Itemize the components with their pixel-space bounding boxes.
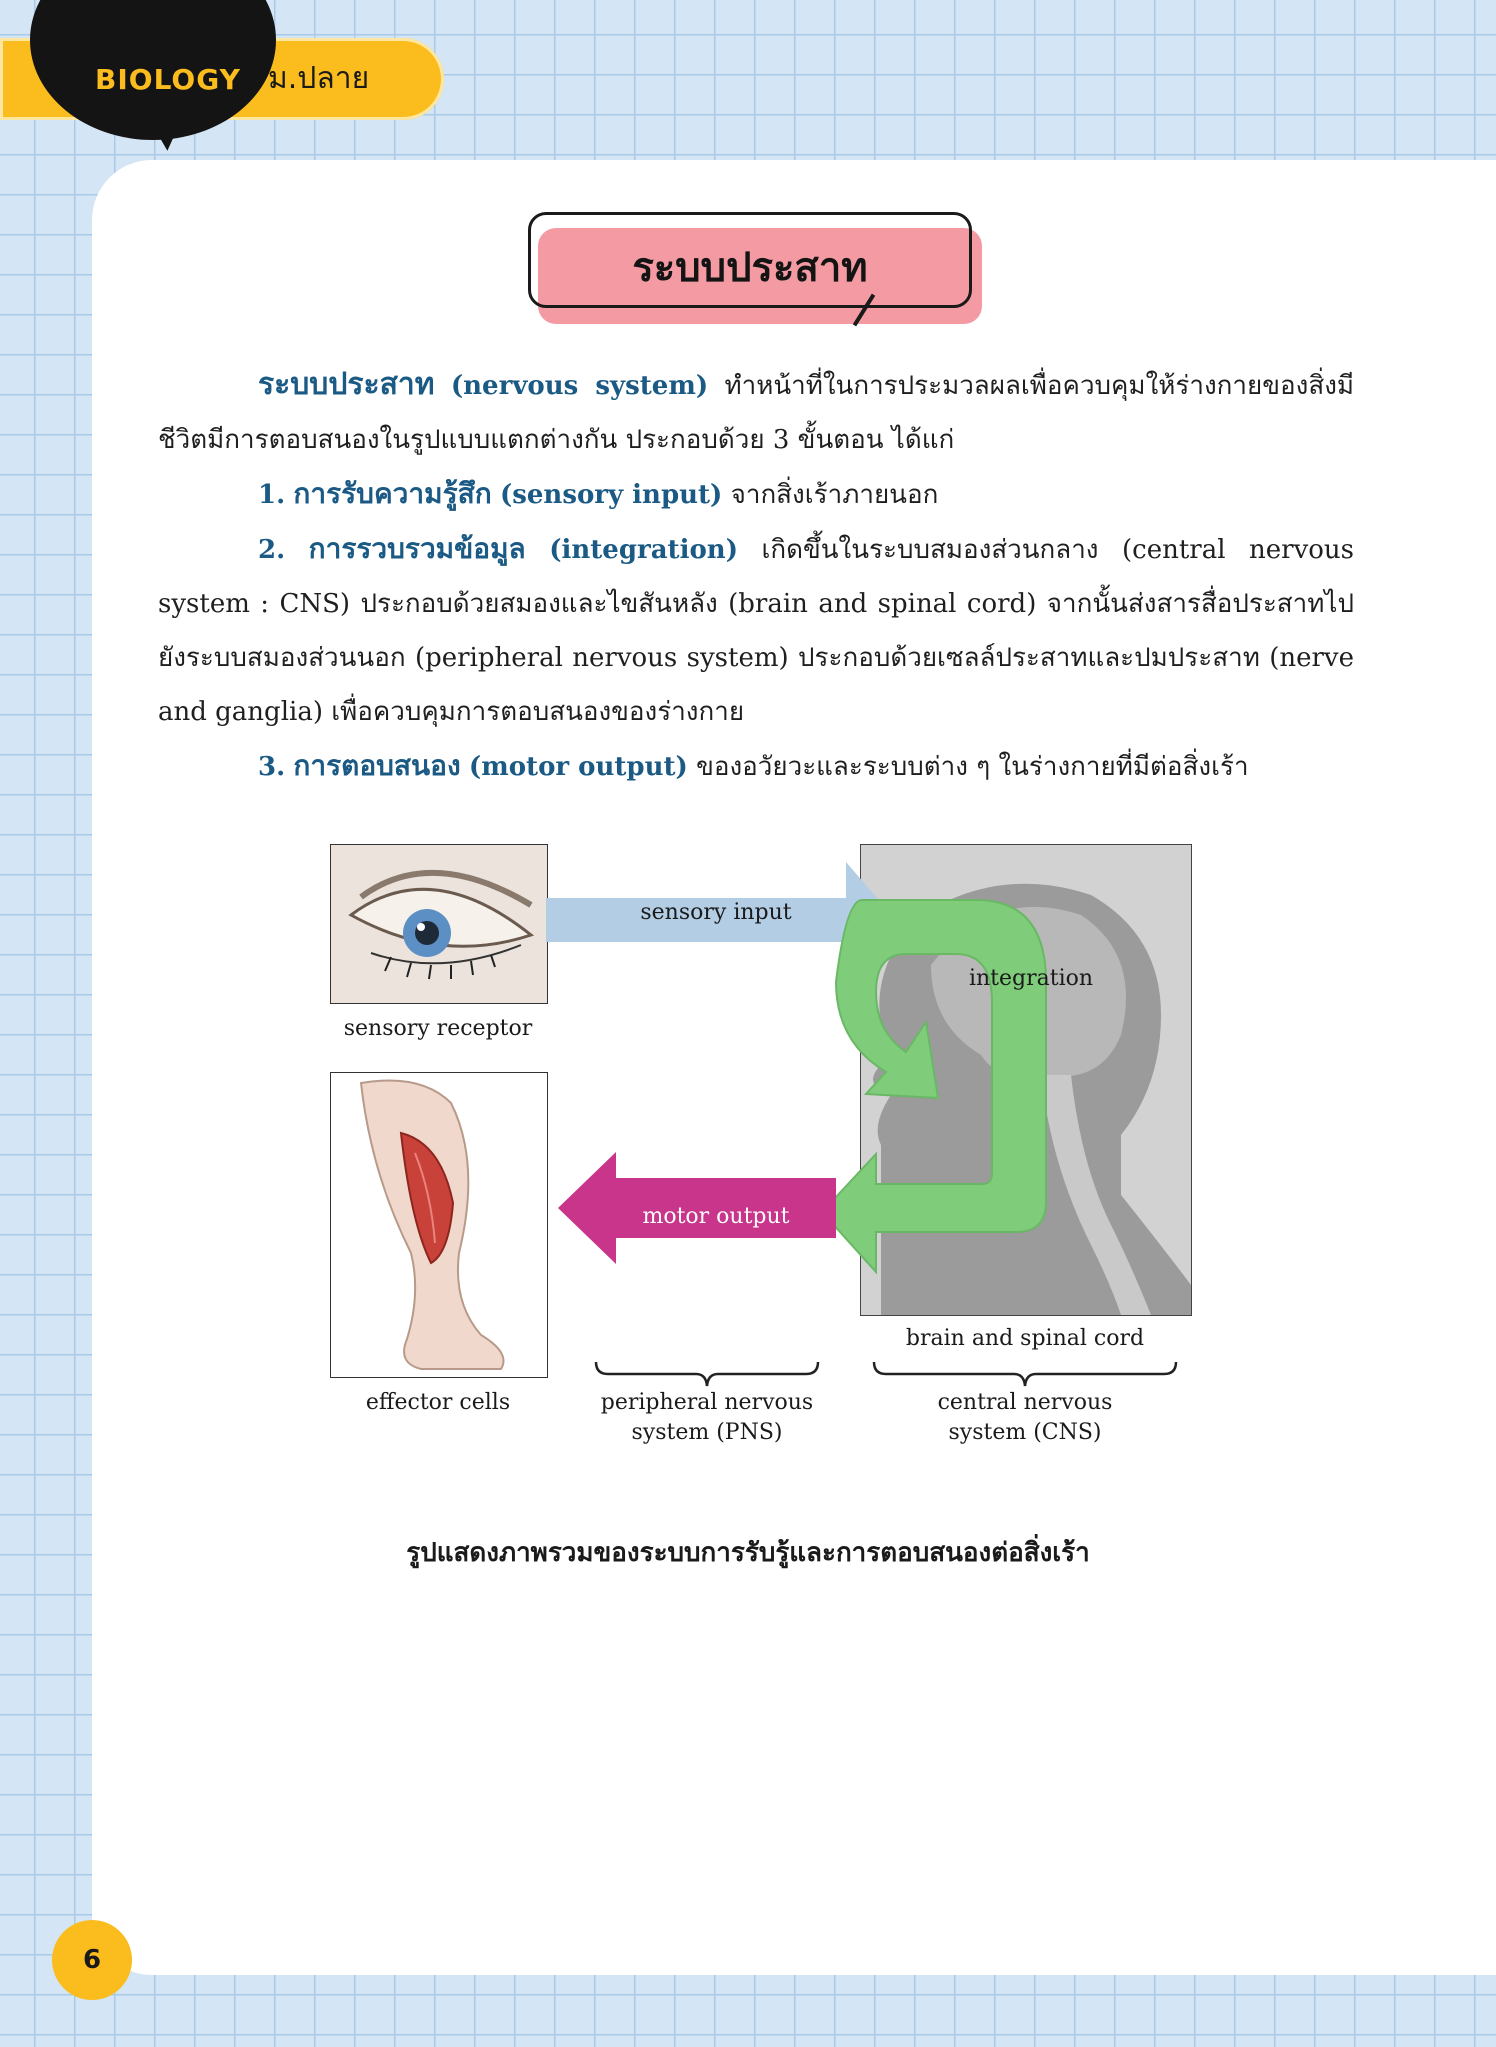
diagram-arrows (546, 862, 1206, 1312)
intro-term-en: (nervous system) (450, 371, 709, 401)
label-pns (576, 1388, 838, 1448)
label-integration: integration (968, 966, 1094, 991)
page-number: 6 (52, 1920, 132, 2000)
step-3-term: การตอบสนอง (293, 749, 461, 782)
step-1-term: การรับความรู้สึก (293, 477, 492, 510)
label-sensory-receptor: sensory receptor (343, 1016, 533, 1041)
leg-muscle-icon (331, 1073, 547, 1377)
label-sensory-input: sensory input (640, 900, 792, 925)
step-2-term: การรวบรวมข้อมูล (308, 532, 526, 565)
step-2 (158, 522, 1354, 739)
label-pns-line2: system (PNS) (631, 1420, 783, 1445)
step-2-term-en: (integration) (549, 535, 738, 565)
step-3-term-en: (motor output) (468, 752, 688, 782)
sensory-receptor-image (330, 844, 548, 1004)
integration-arrow (822, 900, 1046, 1272)
label-cns-line1: central nervous (937, 1390, 1113, 1415)
intro-term: ระบบประสาท (258, 367, 435, 402)
intro-text: ทำหน้าที่ในการประมวลผลเพื่อควบคุมให้ร่างกายของสิ่งมีชีวิตมีการตอบสนองในรูปแบบแตกต่างกัน ประกอบด้วย 3 ขั้นตอน ได้แก่ (158, 371, 1355, 455)
step-3-text: ของอวัยวะและระบบต่าง ๆ ในร่างกายที่มีต่อสิ่งเร้า (696, 752, 1249, 782)
step-3 (158, 739, 1354, 794)
header-subject: BIOLOGY (95, 63, 241, 96)
step-1-num: 1. (258, 480, 286, 510)
effector-cells-image (330, 1072, 548, 1378)
step-1-term-en: (sensory input) (499, 480, 723, 510)
label-effector-cells: effector cells (365, 1390, 511, 1415)
intro-paragraph (158, 358, 1354, 794)
page-title: ระบบประสาท (632, 245, 868, 291)
label-pns-line1: peripheral nervous (600, 1390, 814, 1415)
figure-caption: รูปแสดงภาพรวมของระบบการรับรู้และการตอบสนองต่อสิ่งเร้า (406, 1538, 1090, 1568)
label-cns (890, 1388, 1160, 1448)
eye-icon (331, 845, 547, 1003)
step-1-text: จากสิ่งเร้าภายนอก (730, 480, 939, 510)
step-2-text: เกิดขึ้นในระบบสมองส่วนกลาง (central nervous system : CNS) ประกอบด้วยสมองและไขสันหลัง (brain and spinal cord) จากนั้นส่งสารสื่อประสาทไปยังระบบสมองส่วนนอก (peripheral nervous system) ประกอบด้วยเซลล์ประสาทและปมประสาท (nerve and ganglia) เพื่อควบคุมการตอบสนองของร่างกาย (158, 535, 1355, 727)
speech-bubble-tail (147, 109, 193, 153)
label-cns-line2: system (CNS) (948, 1420, 1102, 1445)
step-1 (158, 467, 1354, 522)
label-brain-spinal-cord: brain and spinal cord (905, 1326, 1145, 1351)
header-level: ม.ปลาย (268, 61, 370, 96)
step-3-num: 3. (258, 752, 286, 782)
step-2-num: 2. (258, 535, 286, 565)
label-motor-output: motor output (642, 1204, 790, 1229)
